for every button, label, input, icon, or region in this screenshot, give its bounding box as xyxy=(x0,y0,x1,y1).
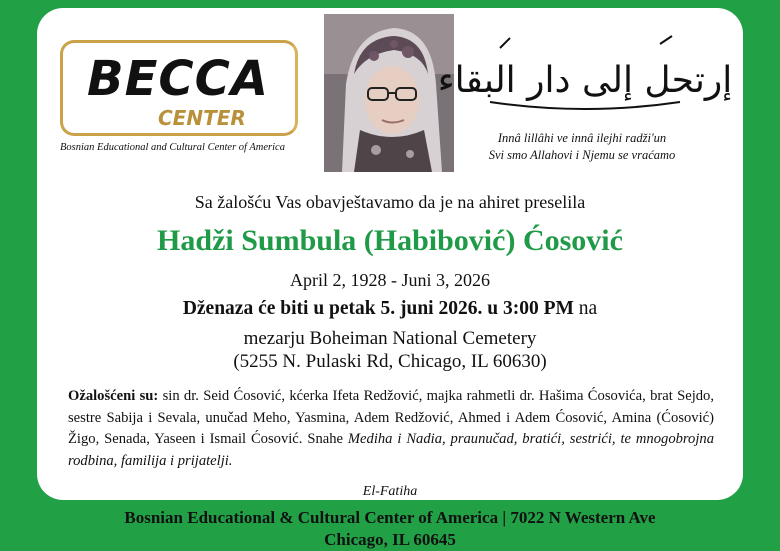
portrait-photo-icon xyxy=(324,14,454,172)
mourners-italic: Mediha i Nadia, praunučad, bratići, sestrići, te mnogobrojna rodbina, familija i prijatelji. xyxy=(68,431,714,469)
arabic-line-2: Svi smo Allahovi i Njemu se vraćamo xyxy=(488,148,676,162)
mourners-paragraph xyxy=(68,386,714,472)
deceased-photo xyxy=(324,14,454,172)
announcement: Sa žalošću Vas obavještavamo da je na ahiret preselila xyxy=(194,192,586,212)
arabic-line-1: Innâ lillâhi ve innâ ilejhi radži'un xyxy=(497,131,667,145)
logo-title: BECCA xyxy=(87,51,269,107)
life-dates: April 2, 1928 - Juni 3, 2026 xyxy=(290,270,490,290)
footer-line-2: Chicago, IL 60645 xyxy=(324,530,456,549)
mourners-label: Ožalošćeni su: xyxy=(68,388,159,404)
logo-tagline: Bosnian Educational and Cultural Center of America xyxy=(60,142,285,153)
funeral-info xyxy=(0,298,780,320)
footer xyxy=(0,507,780,551)
arabic-calligraphy xyxy=(437,30,733,125)
funeral-time: Dženaza će biti u petak 5. juni 2026. u 3:00 PM xyxy=(182,298,574,319)
becca-logo xyxy=(60,40,302,153)
footer-line-1: Bosnian Educational & Cultural Center of America | 7022 N Western Ave xyxy=(124,508,656,527)
deceased-name: Hadži Sumbula (Habibović) Ćosović xyxy=(157,224,623,257)
arabic-transliteration xyxy=(462,130,702,164)
mourners-text: sin dr. Seid Ćosović, kćerka Ifeta Redžović, majka rahmetli dr. Hašima Ćosovića, brat Sejdo, sestre Sabija i Sevala, unučad Meho, Yasmina, Adem Redžović, Ahmed i Adem Ćosović, Amina (Ćosović) Žigo, Senada, Yaseen i Ismail Ćosović. Snahe xyxy=(68,388,714,447)
svg-text:إرتحل إلى دار البقاء: إرتحل إلى دار البقاء xyxy=(437,60,733,101)
logo-subtitle: CENTER xyxy=(152,107,252,129)
funeral-tail: na xyxy=(573,298,598,319)
cemetery-name: mezarju Boheiman National Cemetery xyxy=(243,328,537,349)
cemetery-address: (5255 N. Pulaski Rd, Chicago, IL 60630) xyxy=(233,351,547,372)
fatiha-line: El-Fatiha xyxy=(362,484,418,499)
